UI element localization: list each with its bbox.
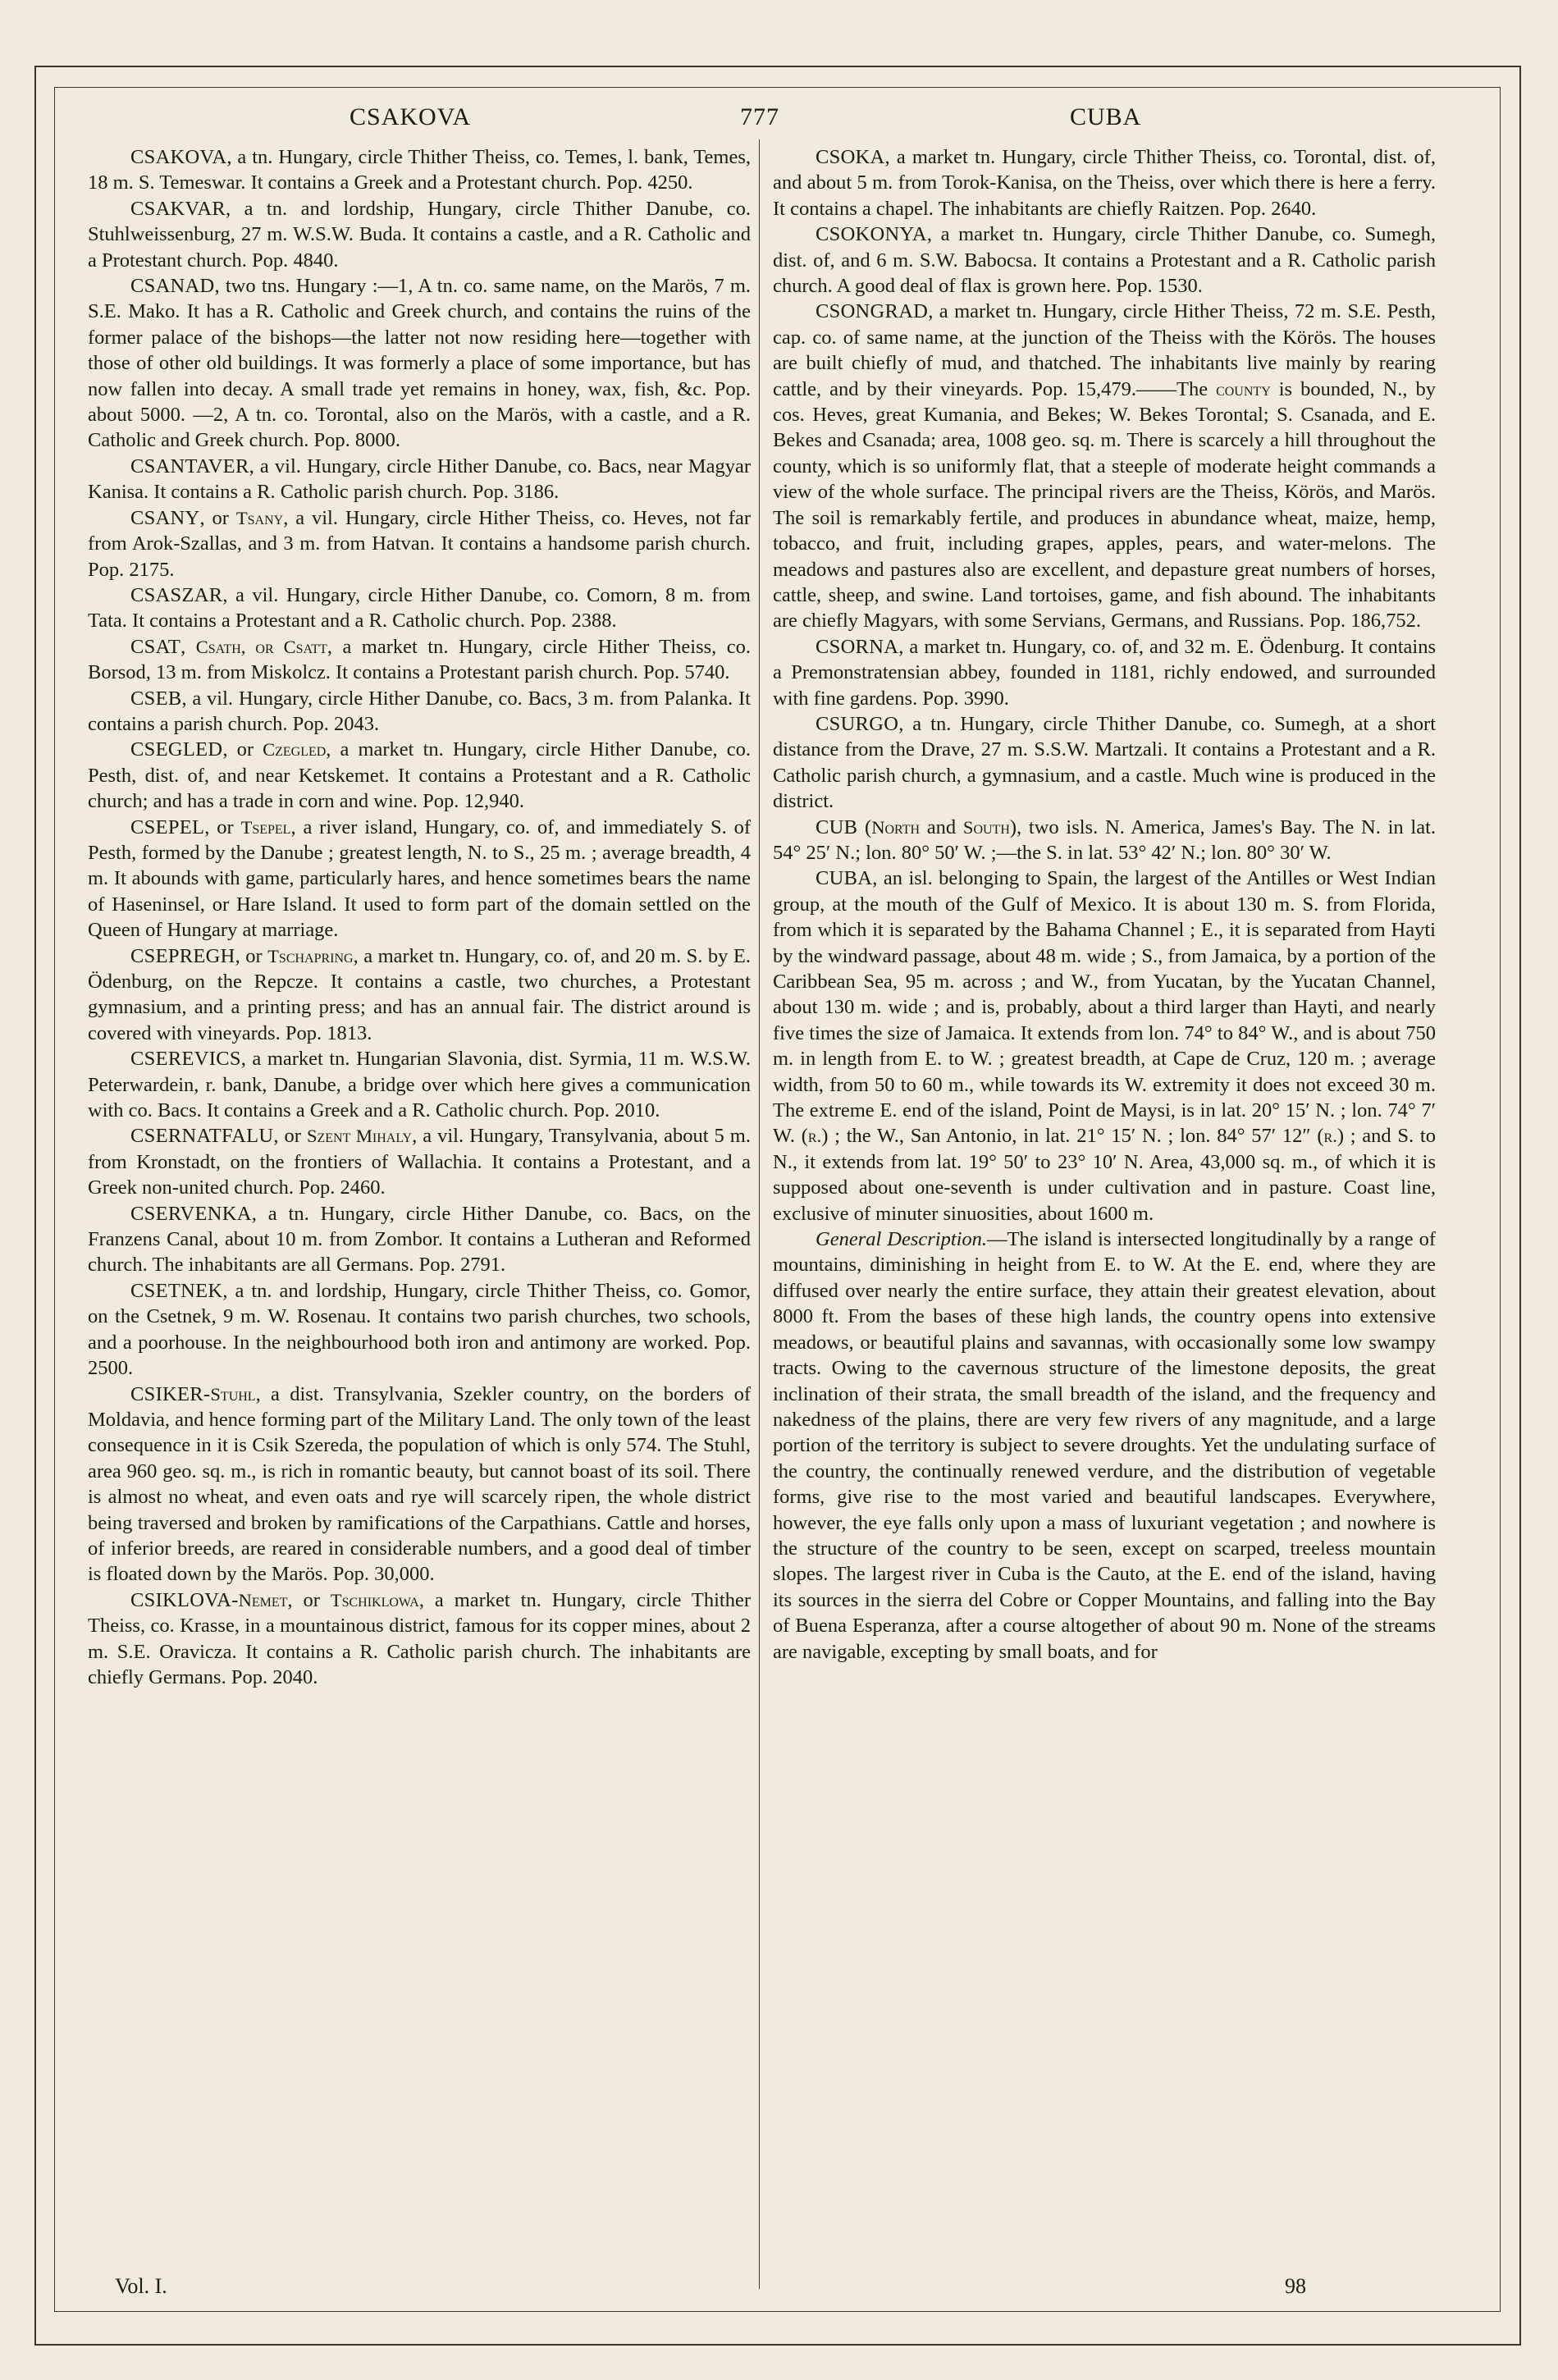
gazetteer-entry: [773, 815, 1436, 866]
entry-variant-name: Tschapring: [267, 945, 354, 966]
gazetteer-entry: [88, 634, 751, 686]
gazetteer-entry: [88, 454, 751, 505]
entry-text: —The island is intersected longitudinally by a range of mountains, diminishing in height from E. to W. At the E. end, where they are diffused over nearly the entire surface, they attain their greatest elevation, about 8000 ft. From the bases of these high lands, the country opens into extensive meadows, or beautiful plains and savannas, with occasionally some low swampy tracts. Owing to the cavernous structure of the limestone deposits, the great inclination of their strata, the small breadth of the island, and the frequency and nakedness of the plains, there are very few rivers of any magnitude, and a large portion of the territory is subject to severe droughts. Yet the undulating surface of the country, the continually renewed verdure, and the distribution of vegetable forms, give rise to the most varied and beautiful landscapes. Everywhere, however, the eye falls only upon a mass of luxuriant vegetation ; and nowhere is the structure of the country to be seen, except on scarped, treeless mountain slopes. The largest river in Cuba is the Cauto, at the E. end of the island, having its sources in the sierra del Cobre or Copper Mountains, and falling into the Bay of Buena Esperanza, after a course altogether of about 90 m. None of the streams are navigable, excepting by small boats, and for: [773, 1228, 1436, 1663]
entry-text: , a market tn. Hungary, circle Hither Theiss, co. Borsod, 13 m. from Miskolcz. It contains a Protestant parish church. Pop. 5740.: [88, 635, 751, 684]
entry-text: , a market tn. Hungary, circle Hither Danube, co. Pesth, dist. of, and near Ketskemet. It contains a Protestant and a R. Catholic church; and has a trade in corn and wine. Pop. 12,940.: [88, 738, 751, 813]
entry-text: , or: [204, 815, 241, 838]
entry-text: , or: [287, 1588, 331, 1611]
gazetteer-entry: [88, 737, 751, 814]
entry-headword: CSAT: [130, 635, 181, 658]
entry-variant-name: Szent Mihaly: [306, 1126, 413, 1147]
entry-text: , or: [235, 944, 268, 967]
entry-headword: CSEGLED: [130, 738, 223, 761]
entry-headword: CUB: [816, 815, 858, 838]
gazetteer-entry: [88, 686, 751, 738]
entry-headword: CSAKVAR: [130, 197, 226, 220]
entry-headword: CSANTAVER: [130, 455, 249, 477]
entry-small-caps: county: [1216, 378, 1271, 400]
entry-text: and: [920, 815, 963, 838]
gazetteer-entry: [773, 866, 1436, 1227]
entry-headword-suffix: Stuhl: [210, 1383, 256, 1405]
entry-headword: CSERNATFALU: [130, 1125, 274, 1148]
entry-text: ), two isls. N. America, James's Bay. The N. in lat. 54° 25′ N.; lon. 80° 50′ W. ;—the S. in lat. 53° 42′ N.; lon. 80° 30′ W.: [773, 815, 1436, 864]
volume-label: Vol. I.: [115, 2274, 167, 2298]
gazetteer-entry: [88, 582, 751, 634]
entry-text: , a market tn. Hungarian Slavonia, dist. Syrmia, 11 m. W.S.W. Peterwardein, r. bank, Danube, a bridge over which here gives a communication with co. Bacs. It contains a Greek and a R. Catholic church. Pop. 2010.: [88, 1048, 751, 1122]
gazetteer-entry: [88, 1123, 751, 1200]
entry-headword: CSURGO: [816, 712, 899, 735]
entry-headword: CSIKLOVA-: [130, 1588, 239, 1611]
entry-text: , two tns. Hungary :—1, A tn. co. same name, on the Marös, 7 m. S.E. Mako. It has a R. Catholic and Greek church, and contains the ruins of the former palace of the bishops—the latter not now residing here—together with those of other old buildings. It was formerly a place of some importance, but has now fallen into decay. A small trade yet remains in honey, wax, fish, &c. Pop. about 5000. —2, A tn. co. Torontal, also on the Marös, with a castle, and a R. Catholic and Greek church. Pop. 8000.: [88, 275, 751, 452]
entry-variant-name: Czegled: [263, 739, 327, 761]
gazetteer-entry: [88, 1046, 751, 1123]
gazetteer-entry: [773, 634, 1436, 711]
entry-text: , a vil. Hungary, circle Hither Theiss, co. Heves, not far from Arok-Szallas, and 3 m. from Hatvan. It contains a handsome parish church. Pop. 2175.: [88, 506, 751, 581]
entry-variant-name: South: [962, 816, 1010, 838]
entry-text: , a tn. Hungary, circle Hither Danube, co. Bacs, on the Franzens Canal, about 10 m. from Zombor. It contains a Lutheran and Reformed church. The inhabitants are all Germans. Pop. 2791.: [88, 1202, 751, 1277]
right-column: [773, 144, 1436, 1665]
entry-variant-name: Tsany: [235, 507, 284, 528]
entry-text: , or: [222, 738, 263, 761]
gazetteer-entry: [773, 1227, 1436, 1665]
entry-small-caps: r.: [807, 1126, 822, 1147]
entry-text: , a river island, Hungary, co. of, and immediately S. of Pesth, formed by the Danube ; greatest length, N. to S., 25 m. ; average breadth, 4 m. It abounds with game, particularly hares, and hence sometimes bears the name of Haseninsel, or Hare Island. It used to form part of the domain settled on the Queen of Hungary at marriage.: [88, 815, 751, 942]
entry-headword: CSOKA: [816, 146, 885, 168]
entry-headword: CSAKOVA: [130, 146, 227, 168]
entry-text: , or: [199, 506, 236, 529]
page-number: 777: [740, 103, 779, 130]
header-left-title: CSAKOVA: [350, 103, 472, 130]
entry-text: is bounded, N., by cos. Heves, great Kumania, and Bekes; W. Bekes Torontal; S. Csanada, and E. Bekes and Csanada; area, 1008 geo. sq. m. There is scarcely a hill throughout the county, which is so uniformly flat, that a steeple of moderate height commands a view of the whole surface. The principal rivers are the Theiss, Körös, and Marös. The soil is remarkably fertile, and produces in abundance wheat, maize, hemp, tobacco, and fruit, including grapes, apples, pears, and water-melons. The meadows and pastures also are excellent, and depasture great numbers of horses, cattle, sheep, and swine. Land tortoises, game, and fish abound. The inhabitants are chiefly Magyars, with some Servians, Germans, and Russians. Pop. 186,752.: [773, 377, 1436, 633]
gazetteer-entry: [773, 711, 1436, 815]
entry-small-caps: r.: [1323, 1126, 1337, 1147]
entry-headword: CSEPREGH: [130, 944, 235, 967]
entry-headword: CSETNEK: [130, 1279, 223, 1302]
entry-headword: CSIKER-: [130, 1382, 211, 1405]
entry-headword: CSASZAR: [130, 583, 223, 606]
gazetteer-entry: [88, 1278, 751, 1382]
entry-text: (: [857, 815, 872, 838]
gazetteer-entry: [773, 144, 1436, 222]
entry-headword: CSANY: [130, 506, 200, 529]
entry-text: , a market tn. Hungary, circle Thither Theiss, co. Torontal, dist. of, and about 5 m. from Torok-Kanisa, on the Theiss, over which there is here a ferry. It contains a chapel. The inhabitants are chiefly Raitzen. Pop. 2640.: [773, 146, 1436, 220]
entry-text: , a tn. Hungary, circle Thither Danube, co. Sumegh, at a short distance from the Drave, 27 m. S.S.W. Martzali. It contains a Protestant and a R. Catholic parish church, a gymnasium, and a castle. Much wine is produced in the district.: [773, 712, 1436, 813]
entry-text: , a market tn. Hungary, circle Hither Theiss, 72 m. S.E. Pesth, cap. co. of same name, at the junction of the Theiss with the Körös. The houses are built chiefly of mud, and thatched. The inhabitants live mainly by rearing cattle, and by their vineyards. Pop. 15,479.——The: [773, 300, 1436, 400]
entry-headword: CUBA: [816, 867, 873, 890]
entry-headword: CSEB: [130, 687, 182, 710]
gazetteer-entry: [88, 1382, 751, 1587]
entry-text: , a vil. Hungary, Transylvania, about 5 m. from Kronstadt, on the frontiers of Wallachia. It contains a Protestant, and a Greek non-united church. Pop. 2460.: [88, 1125, 751, 1199]
gazetteer-entry: [88, 196, 751, 273]
entry-variant-name: Tsepel: [240, 816, 291, 838]
entry-headword: CSERVENKA: [130, 1202, 252, 1225]
entry-text: , a market tn. Hungary, circle Thither Theiss, co. Krasse, in a mountainous district, famous for its copper mines, about 2 m. S.E. Oravicza. It contains a R. Catholic parish church. The inhabitants are chiefly Germans. Pop. 2040.: [88, 1588, 751, 1688]
entry-text: , a market tn. Hungary, co. of, and 20 m. S. by E. Ödenburg, on the Repcze. It contains a castle, two churches, a Protestant gymnasium, and a printing press; and has an annual fair. The district around is covered with vineyards. Pop. 1813.: [88, 944, 751, 1044]
entry-headword: CSANAD: [130, 275, 215, 298]
entry-headword: CSEREVICS: [130, 1048, 241, 1071]
gazetteer-entry: [88, 943, 751, 1047]
gazetteer-entry: [88, 1201, 751, 1278]
entry-text: , a tn. Hungary, circle Thither Theiss, co. Temes, l. bank, Temes, 18 m. S. Temeswar. It contains a Greek and a Protestant church. Pop. 4250.: [88, 146, 751, 194]
entry-headword: CSORNA: [816, 635, 899, 658]
entry-text: , a market tn. Hungary, circle Thither Danube, co. Sumegh, dist. of, and 6 m. S.W. Babocsa. It contains a Protestant and a R. Catholic parish church. A good deal of flax is grown here. Pop. 1530.: [773, 223, 1436, 298]
column-divider: [759, 139, 760, 2289]
gazetteer-entry: [773, 299, 1436, 633]
header-right-title: CUBA: [1070, 103, 1142, 130]
signature-mark: 98: [1285, 2274, 1306, 2298]
gazetteer-entry: [88, 144, 751, 196]
entry-text: , a vil. Hungary, circle Hither Danube, co. Comorn, 8 m. from Tata. It contains a Protestant and a R. Catholic church. Pop. 2388.: [88, 583, 751, 633]
entry-text: , a tn. and lordship, Hungary, circle Thither Danube, co. Stuhlweissenburg, 27 m. W.S.W. Buda. It contains a castle, and a R. Catholic and a Protestant church. Pop. 4840.: [88, 197, 751, 272]
entry-variant-name: Csath, or Csatt: [195, 636, 327, 657]
gazetteer-entry: [88, 505, 751, 582]
entry-headword: CSONGRAD: [816, 300, 929, 323]
entry-headword-suffix: Nemet: [238, 1589, 288, 1610]
entry-text: ) ; the W., San Antonio, in lat. 21° 15′ N. ; lon. 84° 57′ 12″ (: [821, 1125, 1324, 1148]
entry-variant-name: Tschiklowa: [330, 1589, 419, 1610]
gazetteer-entry: [88, 273, 751, 454]
entry-text: , a dist. Transylvania, Szekler country, on the borders of Moldavia, and hence forming part of the Military Land. The only town of the least consequence in it is Csik Szereda, the population of which is only 574. The Stuhl, area 960 geo. sq. m., is rich in romantic beauty, but cannot boast of its soil. There is almost no wheat, and even oats and rye will scarcely ripen, the whole district being traversed and broken by ramifications of the Carpathians. Cattle and horses, of inferior breeds, are reared in considerable numbers, and a good deal of timber is floated down by the Marös. Pop. 30,000.: [88, 1382, 751, 1586]
entry-section-title: General Description.: [816, 1228, 988, 1251]
entry-text: , a vil. Hungary, circle Hither Danube, co. Bacs, near Magyar Kanisa. It contains a R. Catholic parish church. Pop. 3186.: [88, 455, 751, 504]
gazetteer-entry: [88, 815, 751, 943]
entry-text: , or: [273, 1125, 307, 1148]
entry-text: , a vil. Hungary, circle Hither Danube, co. Bacs, 3 m. from Palanka. It contains a parish church. Pop. 2043.: [88, 687, 751, 735]
entry-headword: CSEPEL: [130, 815, 205, 838]
entry-headword: CSOKONYA: [816, 223, 927, 246]
running-header: [54, 98, 1501, 139]
gazetteer-entry: [88, 1587, 751, 1691]
entry-text: , a market tn. Hungary, co. of, and 32 m. E. Ödenburg. It contains a Premonstratensian abbey, founded in 1181, richly endowed, and surrounded with fine gardens. Pop. 3990.: [773, 635, 1436, 710]
entry-text: ,: [180, 635, 196, 658]
entry-text: , a tn. and lordship, Hungary, circle Thither Theiss, co. Gomor, on the Csetnek, 9 m. W. Rosenau. It contains two parish churches, two schools, and a poorhouse. In the neighbourhood both iron and antimony are worked. Pop. 2500.: [88, 1279, 751, 1380]
entry-text: , an isl. belonging to Spain, the largest of the Antilles or West Indian group, at the mouth of the Gulf of Mexico. It is about 130 m. S. from Florida, from which it is separated by the Bahama Channel ; E., it is separated from Hayti by the windward passage, about 48 m. wide ; S., from Jamaica, by a portion of the Caribbean Sea, 95 m. across ; and W., from Yucatan, by the Yucatan Channel, about 130 m. wide ; and is, probably, about a third larger than Hayti, and nearly five times the size of Jamaica. It extends from lon. 74° to 84° W., and is about 750 m. in length from E. to W. ; greatest breadth, at Cape de Cruz, 120 m. ; average width, from 50 to 60 m., while towards its W. extremity it does not exceed 30 m. The extreme E. end of the island, Point de Maysi, is in lat. 20° 15′ N. ; lon. 74° 7′ W. (: [773, 867, 1436, 1148]
entry-text: ) ; and S. to N., it extends from lat. 19° 50′ to 23° 10′ N. Area, 43,000 sq. m., of which it is supposed about one-seventh is under cultivation and in pasture. Coast line, exclusive of minuter sinuosities, about 1600 m.: [773, 1125, 1436, 1225]
left-column: [88, 144, 751, 1690]
entry-variant-name: North: [871, 816, 921, 838]
gazetteer-entry: [773, 222, 1436, 299]
